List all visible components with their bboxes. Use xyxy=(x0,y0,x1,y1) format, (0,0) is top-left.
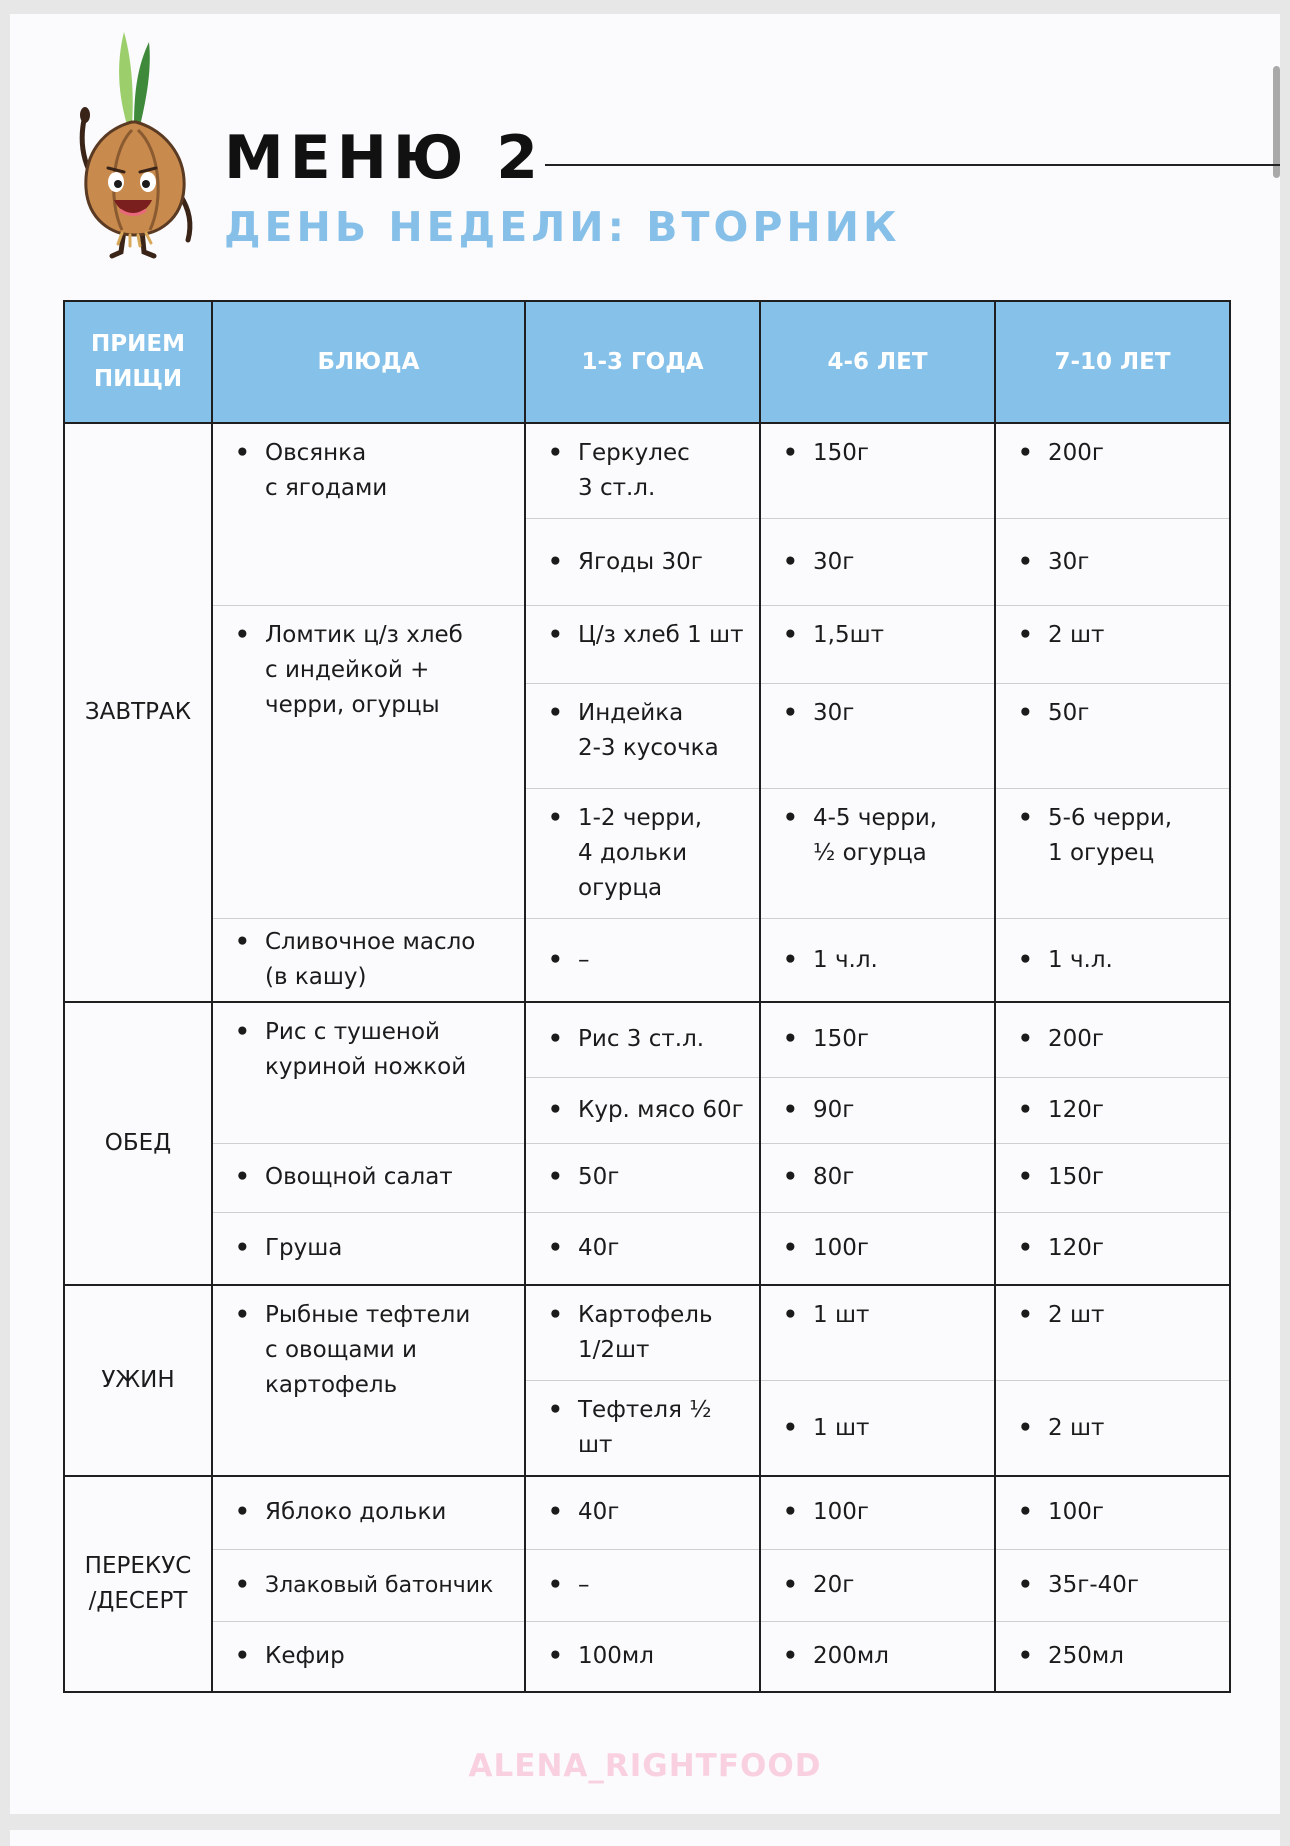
cell-age-7-10: • 200г xyxy=(995,423,1230,519)
cell-age-1-3: • – xyxy=(525,1549,760,1621)
cell-age-1-3: • Рис 3 ст.л. xyxy=(525,1002,760,1077)
header-age-4-6: 4-6 ЛЕТ xyxy=(760,301,995,423)
cell-age-4-6: • 4-5 черри, ½ огурца xyxy=(760,789,995,919)
cell-age-1-3: • 50г xyxy=(525,1143,760,1212)
table-row xyxy=(64,919,1230,1003)
onion-mascot-icon xyxy=(72,30,202,265)
header-age-1-3: 1-3 ГОДА xyxy=(525,301,760,423)
table-row xyxy=(64,1212,1230,1285)
cell-age-7-10: • 5-6 черри, 1 огурец xyxy=(995,789,1230,919)
cell-age-7-10: • 200г xyxy=(995,1002,1230,1077)
cell-age-1-3: • 40г xyxy=(525,1476,760,1549)
cell-age-1-3: • Ц/з хлеб 1 шт xyxy=(525,606,760,684)
page-subtitle: ДЕНЬ НЕДЕЛИ: ВТОРНИК xyxy=(224,203,901,251)
cell-age-1-3: • Тефтеля ½ шт xyxy=(525,1381,760,1477)
cell-age-7-10: • 250мл xyxy=(995,1621,1230,1692)
meal-lunch: ОБЕД xyxy=(64,1002,212,1285)
dish-cell: • Рис с тушеной куриной ножкой xyxy=(212,1002,525,1143)
table-row xyxy=(64,1621,1230,1692)
cell-age-4-6: • 100г xyxy=(760,1212,995,1285)
cell-age-4-6: • 30г xyxy=(760,684,995,789)
cell-age-1-3: • Кур. мясо 60г xyxy=(525,1077,760,1143)
cell-age-1-3: • 1-2 черри, 4 дольки огурца xyxy=(525,789,760,919)
cell-age-7-10: • 2 шт xyxy=(995,606,1230,684)
cell-age-7-10: • 2 шт xyxy=(995,1381,1230,1477)
table-row xyxy=(64,423,1230,519)
cell-age-4-6: • 30г xyxy=(760,519,995,606)
page-title: МЕНЮ 2 xyxy=(224,123,544,193)
table-row xyxy=(64,1285,1230,1381)
table-row xyxy=(64,1002,1230,1077)
table-header-row xyxy=(64,301,1230,423)
cell-age-1-3: • 100мл xyxy=(525,1621,760,1692)
header-meal: ПРИЕМ ПИЩИ xyxy=(64,301,212,423)
dish-cell: • Сливочное масло (в кашу) xyxy=(212,919,525,1003)
meal-dinner: УЖИН xyxy=(64,1285,212,1476)
cell-age-4-6: • 80г xyxy=(760,1143,995,1212)
cell-age-7-10: • 150г xyxy=(995,1143,1230,1212)
cell-age-1-3: • – xyxy=(525,919,760,1003)
cell-age-7-10: • 50г xyxy=(995,684,1230,789)
meal-snack: ПЕРЕКУС /ДЕСЕРТ xyxy=(64,1476,212,1692)
cell-age-4-6: • 1 шт xyxy=(760,1285,995,1381)
cell-age-4-6: • 1 ч.л. xyxy=(760,919,995,1003)
dish-cell: • Злаковый батончик xyxy=(212,1549,525,1621)
header-dishes: БЛЮДА xyxy=(212,301,525,423)
dish-cell: • Ломтик ц/з хлеб с индейкой + черри, огурцы xyxy=(212,606,525,919)
cell-age-4-6: • 90г xyxy=(760,1077,995,1143)
cell-age-1-3: • Индейка 2-3 кусочка xyxy=(525,684,760,789)
meal-breakfast: ЗАВТРАК xyxy=(64,423,212,1002)
cell-age-4-6: • 1 шт xyxy=(760,1381,995,1477)
cell-age-7-10: • 100г xyxy=(995,1476,1230,1549)
cell-age-7-10: • 120г xyxy=(995,1212,1230,1285)
cell-age-4-6: • 20г xyxy=(760,1549,995,1621)
cell-age-1-3: • 40г xyxy=(525,1212,760,1285)
table-row xyxy=(64,1476,1230,1549)
cell-age-4-6: • 100г xyxy=(760,1476,995,1549)
dish-cell: • Овощной салат xyxy=(212,1143,525,1212)
menu-table xyxy=(63,300,1231,1693)
title-divider xyxy=(545,164,1280,166)
next-page-edge xyxy=(10,1830,1280,1846)
table-row xyxy=(64,606,1230,684)
cell-age-7-10: • 30г xyxy=(995,519,1230,606)
cell-age-4-6: • 200мл xyxy=(760,1621,995,1692)
table-row xyxy=(64,1143,1230,1212)
cell-age-1-3: • Картофель 1/2шт xyxy=(525,1285,760,1381)
cell-age-7-10: • 120г xyxy=(995,1077,1230,1143)
cell-age-7-10: • 1 ч.л. xyxy=(995,919,1230,1003)
dish-cell: • Груша xyxy=(212,1212,525,1285)
dish-cell: • Яблоко дольки xyxy=(212,1476,525,1549)
cell-age-4-6: • 150г xyxy=(760,1002,995,1077)
cell-age-1-3: • Геркулес 3 ст.л. xyxy=(525,423,760,519)
cell-age-7-10: • 2 шт xyxy=(995,1285,1230,1381)
table-row xyxy=(64,1549,1230,1621)
cell-age-4-6: • 150г xyxy=(760,423,995,519)
scrollbar[interactable] xyxy=(1273,66,1280,178)
cell-age-1-3: • Ягоды 30г xyxy=(525,519,760,606)
header-age-7-10: 7-10 ЛЕТ xyxy=(995,301,1230,423)
watermark: ALENA_RIGHTFOOD xyxy=(468,1748,822,1784)
cell-age-4-6: • 1,5шт xyxy=(760,606,995,684)
cell-age-7-10: • 35г-40г xyxy=(995,1549,1230,1621)
dish-cell: • Овсянка с ягодами xyxy=(212,423,525,606)
dish-cell: • Кефир xyxy=(212,1621,525,1692)
dish-cell: • Рыбные тефтели с овощами и картофель xyxy=(212,1285,525,1476)
